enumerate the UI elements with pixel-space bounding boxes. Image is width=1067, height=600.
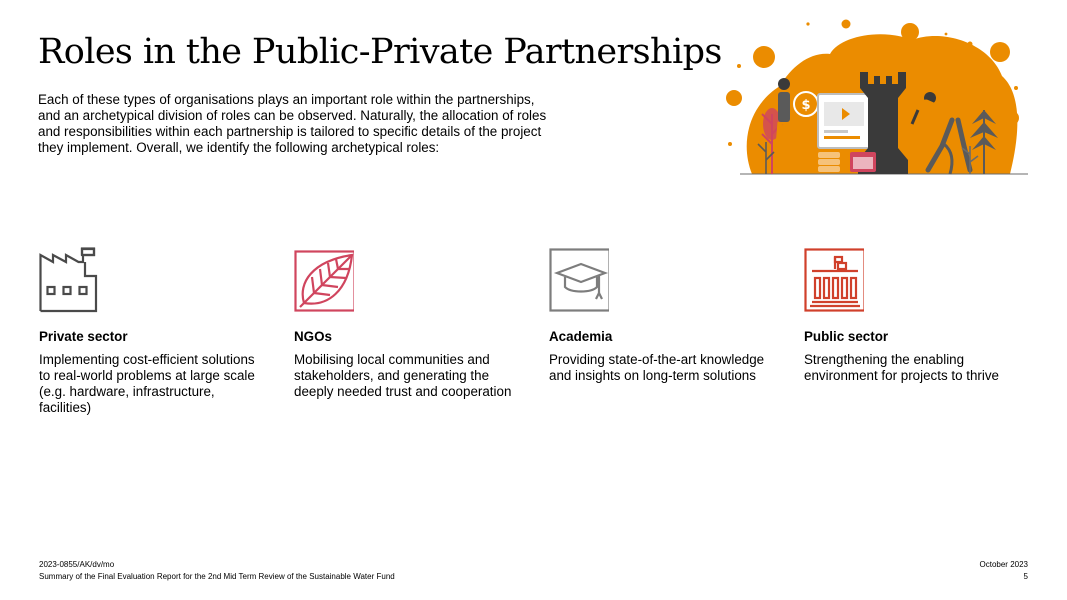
page-title: Roles in the Public-Private Partnerships — [38, 32, 722, 72]
document-title: Summary of the Final Evaluation Report for the 2nd Mid Term Review of the Sustainable Water Fund — [39, 572, 395, 581]
factory-icon — [39, 247, 99, 313]
role-description: Mobilising local communities and stakeholders, and generating the deeply needed trust and cooperation — [294, 352, 512, 399]
svg-text:$: $ — [801, 98, 811, 113]
intro-paragraph: Each of these types of organisations plays an important role within the partnerships, and an archetypical division of roles can be observed. Naturally, the allocation of roles and responsibilities within each partnership is tailored to specific details of the project they implement. Overall, we identify the following archetypical roles: — [38, 92, 547, 155]
role-title: Private sector — [39, 329, 128, 344]
role-title: NGOs — [294, 329, 332, 344]
government-building-icon — [804, 247, 864, 313]
role-description: Implementing cost-efficient solutions to real-world problems at large scale (e.g. hardware, infrastructure, facilities) — [39, 352, 255, 415]
role-public-sector — [804, 247, 1034, 383]
role-title: Public sector — [804, 329, 889, 344]
role-ngos — [294, 247, 524, 399]
role-description: Strengthening the enabling environment for projects to thrive — [804, 352, 999, 383]
document-reference: 2023-0855/AK/dv/mo — [39, 560, 115, 569]
graduation-cap-icon — [549, 247, 609, 313]
leaf-icon — [294, 247, 354, 313]
roles-section — [39, 247, 1039, 427]
role-title: Academia — [549, 329, 613, 344]
document-date: October 2023 — [979, 560, 1028, 569]
page-number: 5 — [1023, 572, 1028, 581]
footer-left — [39, 559, 395, 583]
footer-right — [980, 559, 1028, 583]
role-private-sector — [39, 247, 269, 415]
partnership-illustration — [722, 14, 1030, 178]
role-academia — [549, 247, 779, 383]
role-description: Providing state-of-the-art knowledge and insights on long-term solutions — [549, 352, 765, 383]
